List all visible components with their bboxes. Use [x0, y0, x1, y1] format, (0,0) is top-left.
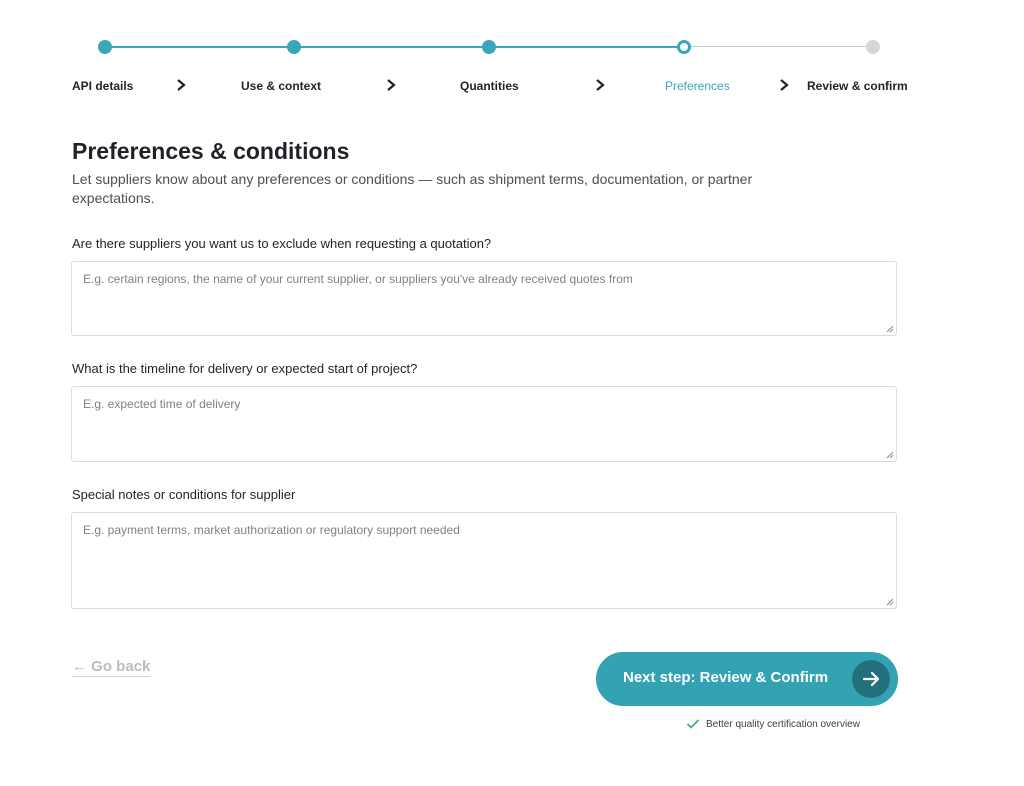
progress-stepper — [0, 0, 1024, 110]
special-notes-field-wrapper — [71, 512, 897, 609]
chevron-right-icon — [384, 77, 398, 93]
step-label-preferences: Preferences — [665, 79, 730, 93]
step-label-review-confirm: Review & confirm — [807, 79, 908, 93]
step-label-use-context[interactable]: Use & context — [241, 79, 322, 93]
chevron-right-icon — [593, 77, 607, 93]
timeline-textarea[interactable] — [72, 387, 896, 461]
stepper-line-done — [105, 46, 685, 48]
certification-text: Better quality certification overview — [706, 718, 860, 730]
stepper-line-todo — [685, 46, 873, 47]
step-dot-preferences — [677, 40, 691, 54]
step-dot-quantities — [482, 40, 496, 54]
special-notes-textarea[interactable] — [72, 513, 896, 608]
exclude-suppliers-label: Are there suppliers you want us to exclude when requesting a quotation? — [72, 236, 492, 251]
resize-handle-icon[interactable] — [886, 325, 894, 333]
resize-handle-icon[interactable] — [886, 451, 894, 459]
go-back-link[interactable]: ← Go back — [72, 658, 151, 675]
exclude-suppliers-textarea[interactable] — [72, 262, 896, 335]
special-notes-label: Special notes or conditions for supplier — [72, 487, 296, 502]
certification-note — [686, 718, 860, 730]
exclude-suppliers-field-wrapper — [71, 261, 897, 336]
page-title: Preferences & conditions — [72, 138, 350, 164]
chevron-right-icon — [777, 77, 791, 93]
page-intro: Let suppliers know about any preferences or conditions — such as shipment terms, documentation, or partner expectations. — [72, 171, 753, 206]
chevron-right-icon — [174, 77, 188, 93]
step-label-quantities[interactable]: Quantities — [460, 79, 519, 93]
checkmark-icon — [686, 718, 700, 730]
step-dot-use-context — [287, 40, 301, 54]
timeline-label: What is the timeline for delivery or expected start of project? — [72, 361, 418, 376]
step-dot-review-confirm — [866, 40, 880, 54]
timeline-field-wrapper — [71, 386, 897, 462]
step-label-api-details[interactable]: API details — [72, 79, 134, 93]
step-dot-api-details — [98, 40, 112, 54]
form-header — [72, 136, 898, 208]
next-step-label: Next step: Review & Confirm — [623, 669, 829, 686]
arrow-right-icon — [852, 660, 890, 698]
next-step-button[interactable] — [596, 652, 898, 706]
resize-handle-icon[interactable] — [886, 598, 894, 606]
